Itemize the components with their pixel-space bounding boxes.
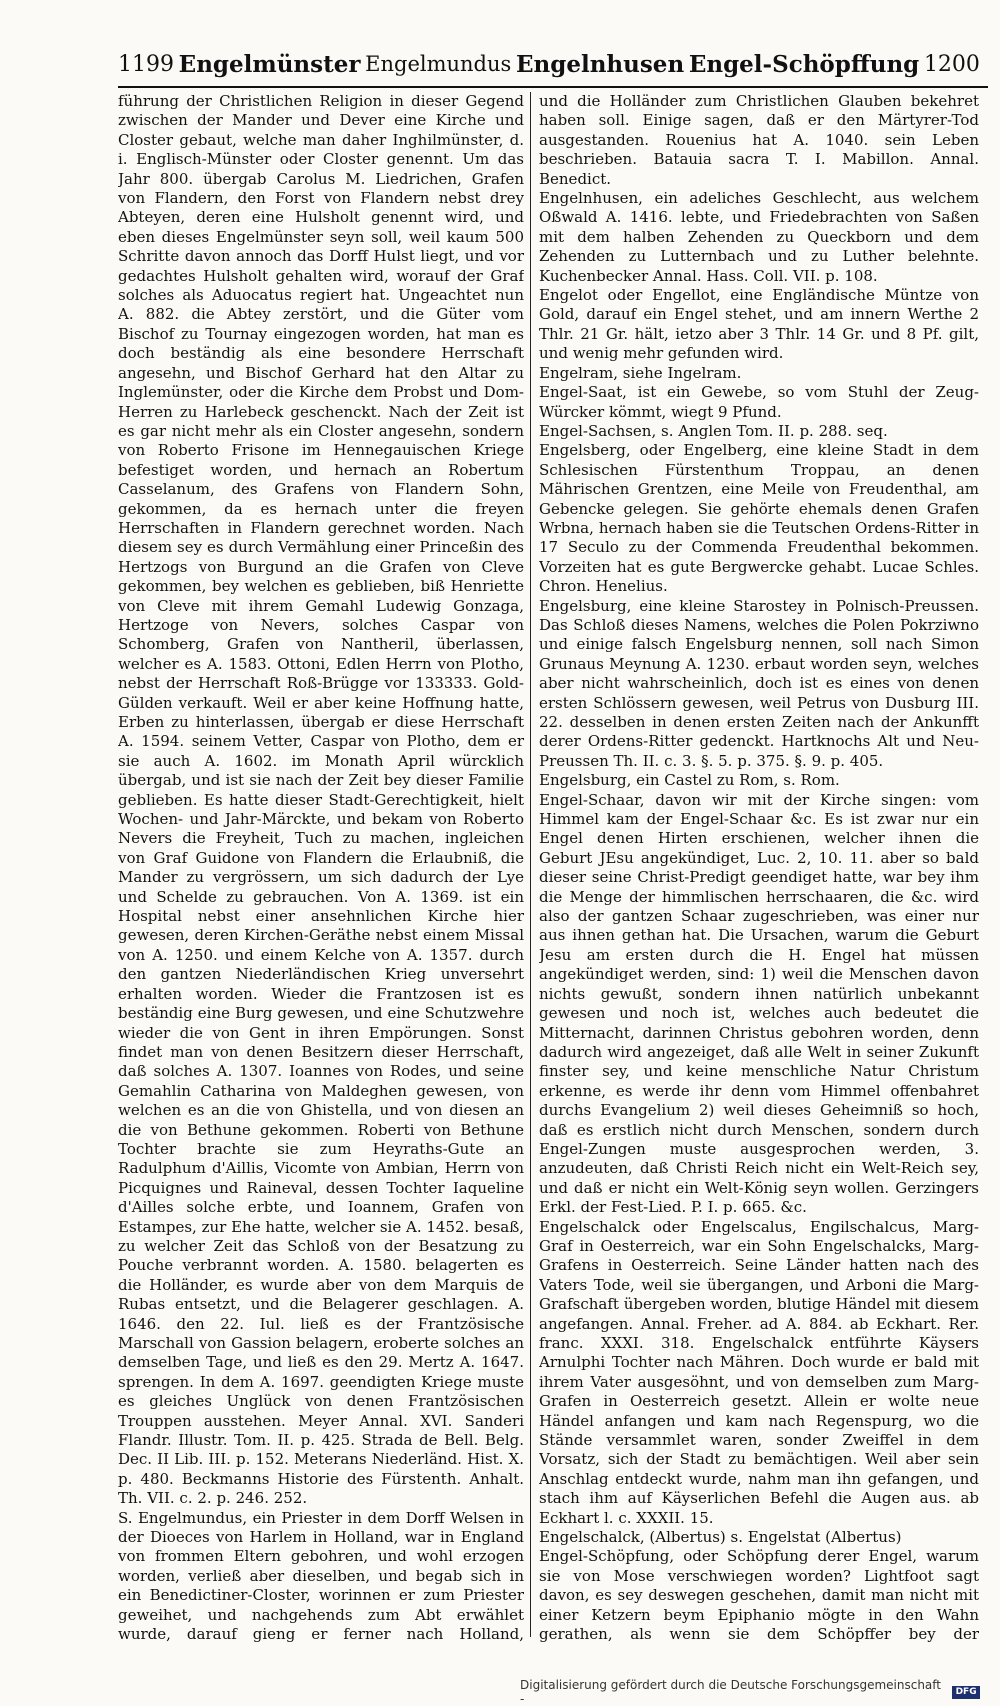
column-divider [530, 92, 531, 1637]
entry-engelot: Engelot oder Engellot, eine Engländische Müntze von Gold, darauf ein Engel stehet, und am innern Werthe 2 Thlr. 21 Gr. hält, ietzo aber 3 Thlr. 14 Gr. und 8 Pf. gilt, und wenig mehr gefunden wird. [539, 286, 979, 363]
entry-engelsburg-rom: Engelsburg, ein Castel zu Rom, s. Rom. [539, 771, 840, 790]
entry-engelschalck: Engelschalck oder Engelscalus, Engilschalcus, Marg-Graf in Oesterreich, war ein Sohn Engelschalcks, Marg-Grafens in Oesterreich. Seine Länder hatten nach des Vaters Tode, weil sie übergangen, und Arboni die Marg-Grafschaft übergeben worden, blutige Händel mit diesem angefangen. Annal. Freher. ad A. 884. ab Eckhart. Rer. franc. XXXI. 318. Engelschalck entführte Käysers Arnulphi Tochter nach Mähren. Doch wurde er bald mit ihrem Vater ausgesöhnt, und von demselben zum Marg-Grafen in Oesterreich gesetzt. Allein er wolte neue Händel anfangen und kam nach Regenspurg, wo die Stände versammlet waren, sonder Zweiffel in dem Vorsatz, sich der Stadt zu bemächtigen. Weil aber sein Anschlag entdeckt wurde, nahm man ihn gefangen, und stach ihm auf Käyserlichen Befehl die Augen aus. ab Eckhart l. c. XXXII. 15. [539, 1217, 979, 1527]
entry-engel-schoepfung: Engel-Schöpfung, oder Schöpfung derer Engel, warum sie von Mose verschwiegen worden? Lightfoot sagt davon, es sey deswegen geschehen, damit man nicht mit einer Ketzern beym Epiphanio mögte in den Wahn gerathen, als wenn sie dem Schöpffer bey der [539, 1547, 979, 1642]
page-number-left: 1199 [118, 51, 174, 77]
entry-engelschalck-albertus: Engelschalck, (Albertus) s. Engelstat (Albertus) [539, 1528, 902, 1547]
footer-credit: Digitalisierung gefördert durch die Deutsche Forschungsgemeinschaft - [520, 1678, 942, 1706]
paragraph: S. Engelmundus, ein Priester in dem Dorff Welsen in der Dioeces von Harlem in Holland, war in England von frommen Eltern gebohren, und wohl erzogen worden, verließ aber dieselben, und begab sich in ein Benedictiner-Closter, worinnen er zum Priester geweihet, und nachgehends zum Abt erwählet wurde, darauf gieng er ferner nach Holland, [118, 1508, 524, 1642]
header-catchword-1: Engelmünster [178, 50, 361, 78]
left-column [118, 92, 524, 1642]
page-number-right: 1200 [923, 51, 980, 77]
paragraph: führung der Christlichen Religion in dieser Gegend zwischen der Mander und Dever eine Kirche und Closter gebaut, welche man daher Inghilmünster, d. i. Englisch-Münster oder Closter genennt. Um das Jahr 800. übergab Carolus M. Liedrichen, Grafen von Flandern, den Forst von Flandern nebst drey Abteyen, deren eine Hulsholt genennt wird, und eben dieses Engelmünster seyn soll, weil kaum 500 Schritte davon annoch das Dorff Hulst liegt, und vor gedachtes Hulsholt gehalten wird, worauf der Graf solches als Aduocatus regiert hat. Ungeachtet nun A. 882. die Abtey zerstört, und die Güter vom Bischof zu Tournay eingezogen worden, hat man es doch beständig als eine besondere Herrschaft angesehn, und Bischof Gerhard hat den Altar zu Inglemünster, oder die Kirche dem Probst und Dom-Herren zu Harlebeck geschenckt. Nach der Zeit ist es gar nicht mehr als ein Closter angesehn, sondern von Roberto Frisone im Hennegauischen Kriege befestiget worden, und hernach an Robertum Casselanum, des Grafens von Flandern Sohn, gekommen, da es hernach unter die freyen Herrschaften in Flandern gerechnet worden. Nach diesem sey es durch Vermählung einer Princeßin des Hertzogs von Burgund an die Grafen von Cleve gekommen, bey welchen es geblieben, biß Henriette von Cleve mit ihrem Gemahl Ludewig Gonzaga, Hertzoge von Nevers, solches Caspar von Schomberg, Grafen von Nantheril, überlassen, welcher es A. 1583. Ottoni, Edlen Herrn von Plotho, nebst der Herrschaft Roß-Brügge vor 133333. Gold-Gülden verkauft. Weil er aber keine Hoffnung hatte, Erben zu hinterlassen, übergab er diese Herrschaft A. 1594. seinem Vetter, Caspar von Plotho, dem er sie auch A. 1602. im Monath April würcklich übergab, und ist sie nach der Zeit bey dieser Familie geblieben. Es hatte dieser Stadt-Gerechtigkeit, hielt Wochen- und Jahr-Märckte, und bekam von Roberto Nevers die Freyheit, Tuch zu machen, ingleichen von Graf Guidone von Flandern die Erlaubniß, die Mander zu vergrössern, um sich dadurch der Lye und Schelde zu gebrauchen. Von A. 1369. ist ein Hospital nebst einer ansehnlichen Kirche hier gewesen, deren Kirchen-Geräthe nebst einem Missal von A. 1250. und einem Kelche von A. 1357. durch den gantzen Niederländischen Krieg unversehrt erhalten worden. Wieder die Frantzosen ist es beständig eine Burg gewesen, und eine Schutzwehre wieder die von Gent in ihren Empörungen. Sonst findet man von denen Besitzern dieser Herrschaft, daß solches A. 1307. Ioannes von Rodes, und seine Gemahlin Catharina von Maldeghen gewesen, von welchen es an die von Ghistella, und von diesen an die von Bethune gekommen. Roberti von Bethune Tochter brachte sie zum Heyraths-Gute an Radulphum d'Aillis, Vicomte von Ambian, Herrn von Picquignes und Raineval, dessen Tochter Iaqueline d'Ailles solche erbte, und Ioannem, Grafen von Estampes, zur Ehe hatte, welcher sie A. 1452. besaß, zu welcher Zeit das Schloß von der Besatzung zu Pouche verbrannt worden. A. 1580. belagerten es die Holländer, es wurde aber von dem Marquis de Rubas entsetzt, und die Belagerer geschlagen. A. 1646. den 22. Iul. ließ es der Frantzösische Marschall von Gassion belagern, eroberte solches an demselben Tage, und ließ es den 29. Mertz A. 1647. sprengen. In dem A. 1697. geendigten Kriege muste es gleiches Unglück von denen Frantzösischen Trouppen ausstehen. Meyer Annal. XVI. Sanderi Flandr. Illustr. Tom. II. p. 425. Strada de Bell. Belg. Dec. II Lib. III. p. 152. Meterans Niederländ. Hist. X. p. 480. Beckmanns Historie des Fürstenth. Anhalt. Th. VII. c. 2. p. 246. 252. [118, 92, 524, 1508]
entry-engelsberg: Engelsberg, oder Engelberg, eine kleine Stadt in dem Schlesischen Fürstenthum Troppau, an denen Mährischen Grentzen, eine Meile von Freudenthal, am Gebencke gelegen. Sie gehörte ehemals denen Grafen Wrbna, hernach haben sie die Teutschen Ordens-Ritter in 17 Seculo zu der Commenda Freudenthal bekommen. Vorzeiten hat es gute Bergwercke gehabt. Lucae Schles. Chron. Henelius. [539, 441, 979, 596]
digitization-footer [520, 1678, 980, 1706]
header-catchword-3: Engelnhusen [515, 50, 685, 78]
paragraph: und die Holländer zum Christlichen Glauben bekehret haben soll. Einige sagen, daß er den Märtyrer-Tod ausgestanden. Rouenius hat A. 1040. sein Leben beschrieben. Batauia sacra T. I. Mabillon. Annal. Benedict. [539, 92, 979, 188]
right-column [539, 92, 979, 1642]
header-catchword-2: Engelmundus [365, 52, 512, 76]
entry-engel-schaar: Engel-Schaar, davon wir mit der Kirche singen: vom Himmel kam der Engel-Schaar &c. Es ist zwar nur ein Engel denen Hirten erschienen, welcher ihnen die Geburt JEsu angekündiget, Luc. 2, 10. 11. aber so bald dieser seine Christ-Predigt geendiget hatte, war bey ihm die Menge der himmlischen herrschaaren, die &c. wird also der gantzen Schaar zugeschrieben, was einer nur aus ihnen gethan hat. Die Ursachen, warum die Geburt Jesu am ersten durch die H. Engel hat müssen angekündiget werden, sind: 1) weil die Menschen davon nichts gewußt, sondern ihnen natürlich unbekannt gewesen und noch ist, welches auch bedeutet die Mitternacht, darinnen Christus gebohren worden, denn dadurch wird angezeiget, daß alle Welt in seiner Zukunft finster sey, und keine menschliche Natur Christum erkenne, es werde ihr denn vom Himmel offenbahret durchs Evangelium 2) weil dieses Geheimniß so hoch, daß es erstlich nicht durch Menschen, sondern durch Engel-Zungen muste ausgesprochen werden, 3. anzudeuten, daß Christi Reich nicht ein Welt-Reich sey, und daß er nicht ein Welt-König seyn wollen. Gerzingers Erkl. der Fest-Lied. P. I. p. 665. &c. [539, 790, 979, 1217]
header-catchword-4: Engel-Schöpffung [688, 50, 920, 78]
entry-engel-sachsen: Engel-Sachsen, s. Anglen Tom. II. p. 288. seq. [539, 421, 888, 440]
dfg-logo: DFG [952, 1686, 980, 1699]
entry-engelnhusen: Engelnhusen, ein adeliches Geschlecht, aus welchem Oßwald A. 1416. lebte, und Friedebrachten von Saßen mit dem halben Zehenden zu Queckborn und dem Zehenden zu Lutternbach und zu Luther belehnte. Kuchenbecker Annal. Hass. Coll. VII. p. 108. [539, 189, 979, 285]
entry-engelsburg-starostey: Engelsburg, eine kleine Starostey in Polnisch-Preussen. Das Schloß dieses Namens, welches die Polen Pokrziwno und einige falsch Engelsburg nennen, soll nach Simon Grunaus Meynung A. 1230. erbaut worden seyn, welches aber nicht wahrscheinlich, doch ist es eines von denen ersten Schlössern gewesen, weil Petrus von Dusburg III. 22. desselben in denen ersten Zeiten nach der Ankunfft derer Ordens-Ritter gedenckt. Hartknochs Alt und Neu-Preussen Th. II. c. 3. §. 5. p. 375. §. 9. p. 405. [539, 596, 979, 770]
entry-engelram: Engelram, siehe Ingelram. [539, 363, 742, 382]
page-header [118, 44, 980, 84]
entry-engel-saat: Engel-Saat, ist ein Gewebe, so vom Stuhl der Zeug-Würcker kömmt, wiegt 9 Pfund. [539, 383, 979, 421]
header-rule [118, 86, 988, 88]
